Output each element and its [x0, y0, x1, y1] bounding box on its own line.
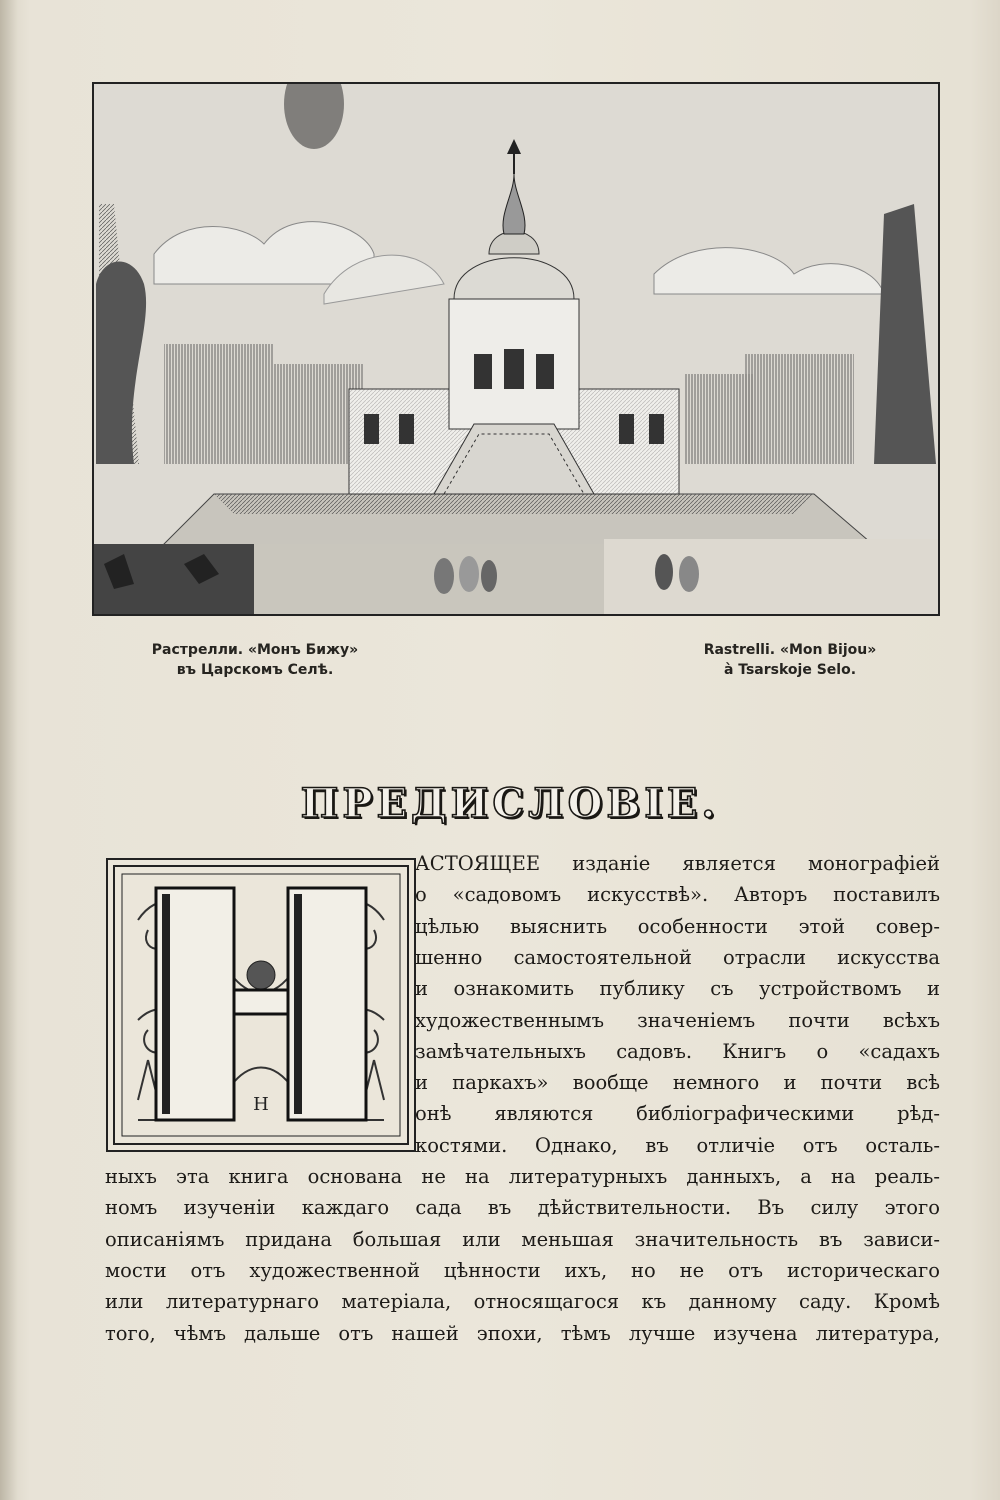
caption-fr-line2: à Tsarskoje Selo. [723, 662, 857, 678]
page-gutter [0, 0, 18, 1500]
caption-french [690, 640, 890, 680]
caption-russian [150, 640, 360, 680]
body-line: шенно самостоятельной отрасли искусства [415, 945, 940, 969]
drop-cap-letter: Н [253, 1094, 269, 1115]
body-line: АСТОЯЩЕЕ изданіе является монографіей [415, 852, 940, 875]
body-line: ныхъ эта книга основана не на литературныхъ данныхъ, а на реаль- [105, 1165, 940, 1188]
body-line: замѣчательныхъ садовъ. Книгъ о «садахъ [415, 1039, 940, 1063]
body-line: описаніямъ придана большая или меньшая значительность въ зависи- [105, 1227, 940, 1251]
engraving-illustration [92, 82, 940, 616]
body-line: и паркахъ» вообще немного и почти всѣ [415, 1071, 940, 1095]
body-line: и ознакомить публику съ устройствомъ и [415, 977, 940, 1001]
body-line: онѣ являются библіографическими рѣд- [415, 1102, 940, 1126]
decorated-initial [106, 858, 416, 1152]
body-line: или литературнаго матеріала, относящагося къ данному саду. Кромѣ [105, 1290, 940, 1314]
body-line: цѣлью выяснить особенности этой совер- [415, 914, 940, 938]
body-line: мости отъ художественной цѣнности ихъ, но не отъ историческаго [105, 1258, 940, 1282]
caption-fr-line1: Rastrelli. «Mon Bijou» [703, 642, 877, 658]
body-line: того, чѣмъ дальше отъ нашей эпохи, тѣмъ лучше изучена литература, [105, 1321, 940, 1345]
body-line: костями. Однако, въ отличіе отъ осталь- [415, 1133, 940, 1157]
caption-ru-line1: Растрелли. «Монъ Бижу» [151, 642, 359, 658]
caption-ru-line2: въ Царскомъ Селѣ. [176, 662, 334, 678]
body-line: художественнымъ значеніемъ почти всѣхъ [415, 1008, 940, 1032]
section-heading: ПРЕДИСЛОВІЕ. [300, 780, 720, 827]
body-line: номъ изученіи каждаго сада въ дѣйствительности. Въ силу этого [105, 1196, 940, 1220]
body-line: о «садовомъ искусствѣ». Авторъ поставилъ [415, 883, 940, 907]
